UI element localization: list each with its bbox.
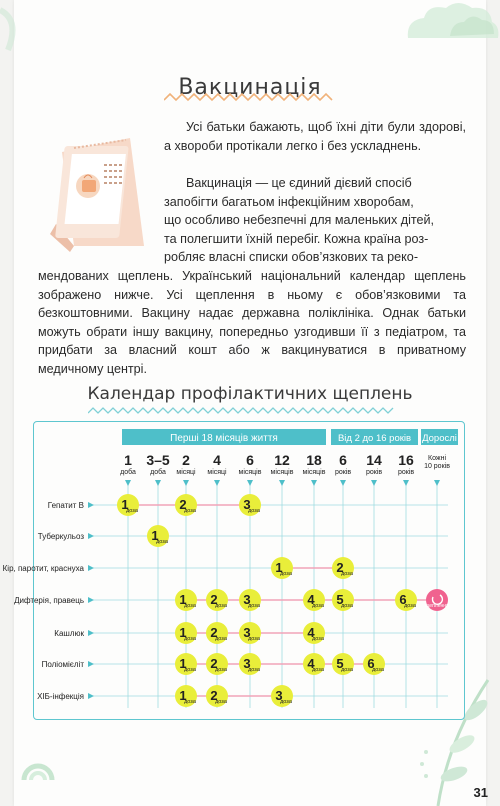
- dose-number: 5: [336, 656, 344, 671]
- dose-number: 1: [151, 528, 159, 543]
- dose-label: доза: [248, 636, 260, 642]
- dose-number: 2: [210, 656, 218, 671]
- column-unit: доба: [120, 469, 136, 476]
- dose-number: 1: [121, 497, 129, 512]
- column-number: 6: [246, 452, 254, 468]
- dose-label: доза: [312, 636, 324, 642]
- dose-label: доза: [126, 508, 138, 514]
- para-line: та полегшити їхній перебіг. Кожна країна роз-: [164, 231, 429, 246]
- para-line: Вакцинація — це єдиний дієвий спосіб: [186, 176, 412, 190]
- dose-label: доза: [341, 571, 353, 577]
- dose-label: доза: [372, 667, 384, 673]
- dose-number: 1: [275, 560, 283, 575]
- dose-label: доза: [156, 539, 168, 545]
- column-unit: місяців: [270, 469, 294, 476]
- column-unit: років: [397, 469, 415, 476]
- dose-number: 3: [243, 592, 251, 607]
- column-arrow: [403, 480, 409, 486]
- dose-label: доза: [312, 667, 324, 673]
- column-arrow: [214, 480, 220, 486]
- column-arrow: [371, 480, 377, 486]
- row-arrow: [88, 565, 94, 571]
- dose-label: доза: [184, 667, 196, 673]
- vaccination-paragraph-bottom: мендованих щеплень. Український національний календар щеплень зображено нижче. Усі щеплення в ньому є обов’язковими та безкоштовними. Вакцину надає державна поліклініка. Однак батьки можуть обрати іншу вакцину, попередньо узгодивши її з педіатром, та придбати за власний кошт або ж вакцинуватися в приватному медичному центрі.: [38, 269, 466, 376]
- row-arrow: [88, 533, 94, 539]
- column-unit: 10 років: [424, 463, 450, 470]
- dose-number: 5: [336, 592, 344, 607]
- para-line: запобігти багатьом інфекційним хворобам,: [164, 194, 414, 209]
- row-arrow: [88, 630, 94, 636]
- column-number: 16: [398, 452, 414, 468]
- dose-number: 6: [399, 592, 407, 607]
- dose-number: 1: [179, 592, 187, 607]
- para-line: що особливо небезпечні для маленьких дітей,: [164, 213, 435, 228]
- column-unit: Кожні: [428, 455, 446, 462]
- dose-number: 2: [179, 497, 187, 512]
- dose-number: 1: [179, 625, 187, 640]
- page-title: Вакцинація: [178, 74, 322, 100]
- dose-number: 4: [307, 656, 315, 671]
- header-adults: Дорослі: [422, 433, 457, 444]
- dose-number: 1: [179, 656, 187, 671]
- column-number: 1: [124, 452, 132, 468]
- dose-label: доза: [341, 667, 353, 673]
- dose-number: 3: [243, 497, 251, 512]
- column-arrow: [434, 480, 440, 486]
- dose-number: 6: [367, 656, 375, 671]
- column-unit: місяців: [302, 469, 326, 476]
- row-label: Дифтерія, правець: [14, 596, 84, 605]
- header-2-to-16-years: Від 2 до 16 років: [337, 433, 412, 444]
- dose-number: 4: [307, 592, 315, 607]
- dose-number: 2: [336, 560, 344, 575]
- dose-number: 3: [243, 656, 251, 671]
- column-arrow: [155, 480, 161, 486]
- dose-number: 2: [210, 625, 218, 640]
- column-unit: місяці: [176, 469, 196, 476]
- row-label: Туберкульоз: [37, 532, 84, 541]
- dose-number: 3: [243, 625, 251, 640]
- row-arrow: [88, 661, 94, 667]
- dose-label: доза: [280, 571, 292, 577]
- para-line: робляє власні списки обов’язкових та реко-: [164, 250, 419, 265]
- row-arrow: [88, 693, 94, 699]
- column-unit: доба: [150, 469, 166, 476]
- column-arrow: [311, 480, 317, 486]
- row-label: Кір, паротит, краснуха: [2, 564, 84, 573]
- intro-paragraph: Усі батьки бажають, щоб їхні діти були здорові, а хвороби протікали легко і без ускладнень.: [164, 120, 466, 153]
- dose-label: доза: [184, 636, 196, 642]
- column-number: 18: [306, 452, 322, 468]
- dose-label: доза: [215, 636, 227, 642]
- dose-label: доза: [248, 667, 260, 673]
- dose-number: 2: [210, 688, 218, 703]
- column-number: 4: [213, 452, 221, 468]
- column-arrow: [247, 480, 253, 486]
- column-unit: місяців: [238, 469, 262, 476]
- column-arrow: [183, 480, 189, 486]
- header-first-18-months: Перші 18 місяців життя: [170, 433, 278, 444]
- dose-number: 2: [210, 592, 218, 607]
- column-number: 12: [274, 452, 290, 468]
- row-label: Гепатит В: [47, 501, 84, 510]
- column-arrow: [279, 480, 285, 486]
- row-label: Поліомієліт: [41, 660, 84, 669]
- dose-number: 3: [275, 688, 283, 703]
- column-number: 6: [339, 452, 347, 468]
- dose-label: доза: [184, 508, 196, 514]
- column-number: 2: [182, 452, 190, 468]
- dose-label: доза: [248, 508, 260, 514]
- dose-number: 1: [179, 688, 187, 703]
- dose-label: доза: [312, 603, 324, 609]
- page-number: 31: [473, 785, 488, 800]
- calendar-title: Календар профілактичних щеплень: [87, 384, 413, 404]
- dose-label: доза: [184, 603, 196, 609]
- dose-label: доза: [248, 603, 260, 609]
- column-arrow: [125, 480, 131, 486]
- row-label: Кашлюк: [54, 629, 84, 638]
- dose-label: доза: [215, 699, 227, 705]
- column-arrow: [340, 480, 346, 486]
- column-unit: років: [334, 469, 352, 476]
- row-arrow: [88, 597, 94, 603]
- dose-label: доза: [280, 699, 292, 705]
- dose-label: доза: [215, 603, 227, 609]
- column-unit: місяці: [207, 469, 227, 476]
- dose-label: доза: [215, 667, 227, 673]
- row-label: ХІБ-інфекція: [37, 692, 84, 701]
- booster-dose-label: щеплення: [425, 603, 449, 609]
- row-arrow: [88, 502, 94, 508]
- dose-label: доза: [404, 603, 416, 609]
- dose-label: доза: [341, 603, 353, 609]
- column-number: 3–5: [146, 452, 170, 468]
- dose-number: 4: [307, 625, 315, 640]
- column-number: 14: [366, 452, 382, 468]
- column-unit: років: [365, 469, 383, 476]
- dose-label: доза: [184, 699, 196, 705]
